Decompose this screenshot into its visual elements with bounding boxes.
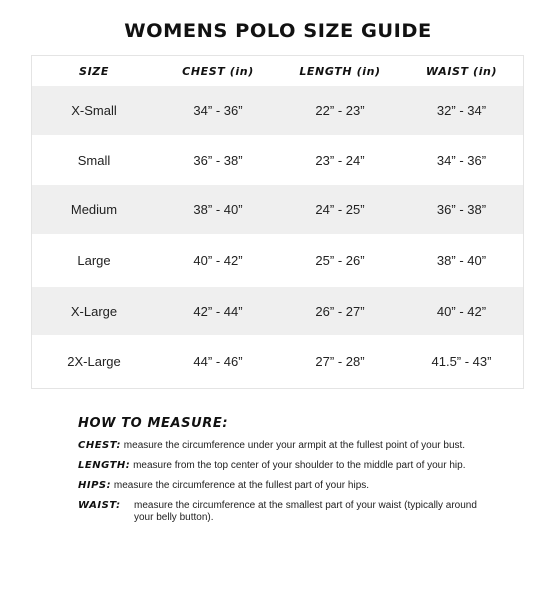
size-table (31, 55, 524, 389)
table-row (32, 135, 523, 185)
table-header-row (32, 56, 523, 86)
chest-cell: 40” - 42” (193, 253, 243, 268)
term-length: LENGTH: (78, 460, 131, 471)
measure-item-chest (78, 440, 498, 452)
term-hips: HIPS: (78, 480, 112, 491)
waist-cell: 34” - 36” (436, 152, 487, 168)
table-row (32, 185, 523, 234)
measure-item-waist (78, 500, 498, 524)
header-size: SIZE (79, 64, 109, 78)
size-cell: Large (77, 253, 111, 268)
header-waist: WAIST (in) (425, 64, 498, 78)
length-cell: 23” - 24” (315, 152, 365, 168)
length-cell: 26” - 27” (315, 303, 365, 319)
chest-cell: 42” - 44” (193, 303, 243, 319)
text-length: measure from the top center of your shoulder to the middle part of your hip. (133, 460, 466, 471)
measure-item-length (78, 460, 498, 472)
header-length: LENGTH (in) (299, 64, 381, 78)
length-cell: 27” - 28” (315, 354, 365, 369)
waist-cell: 41.5” - 43” (431, 354, 492, 369)
page-title: WOMENS POLO SIZE GUIDE (124, 20, 432, 42)
size-cell: Small (77, 152, 111, 168)
table-row (32, 287, 523, 335)
size-cell: X-Small (71, 103, 117, 118)
header-chest: CHEST (in) (182, 64, 254, 78)
table-row (32, 86, 523, 135)
text-chest: measure the circumference under your armpit at the fullest point of your bust. (123, 440, 466, 451)
text-hips: measure the circumference at the fullest part of your hips. (113, 480, 370, 491)
how-to-measure-section (78, 416, 498, 532)
waist-cell: 38” - 40” (436, 253, 487, 268)
chest-cell: 34” - 36” (193, 103, 243, 118)
length-cell: 22” - 23” (315, 103, 365, 118)
size-cell: X-Large (70, 303, 118, 319)
chest-cell: 38” - 40” (193, 202, 243, 217)
waist-cell: 40” - 42” (436, 303, 487, 319)
waist-cell: 32” - 34” (436, 103, 487, 118)
length-cell: 24” - 25” (315, 202, 365, 217)
size-cell: Medium (70, 202, 118, 217)
table-row (32, 234, 523, 287)
table-row (32, 335, 523, 388)
term-waist: WAIST: (78, 500, 121, 511)
how-to-measure-title: HOW TO MEASURE: (78, 416, 229, 431)
size-cell: 2X-Large (67, 354, 121, 369)
text-waist: measure the circumference at the smallest part of your waist (typically around your belly button). (134, 500, 477, 523)
chest-cell: 44” - 46” (193, 354, 243, 369)
term-chest: CHEST: (78, 440, 122, 451)
length-cell: 25” - 26” (315, 253, 365, 268)
measure-item-hips (78, 480, 498, 492)
waist-cell: 36” - 38” (436, 202, 487, 217)
chest-cell: 36” - 38” (193, 152, 243, 168)
